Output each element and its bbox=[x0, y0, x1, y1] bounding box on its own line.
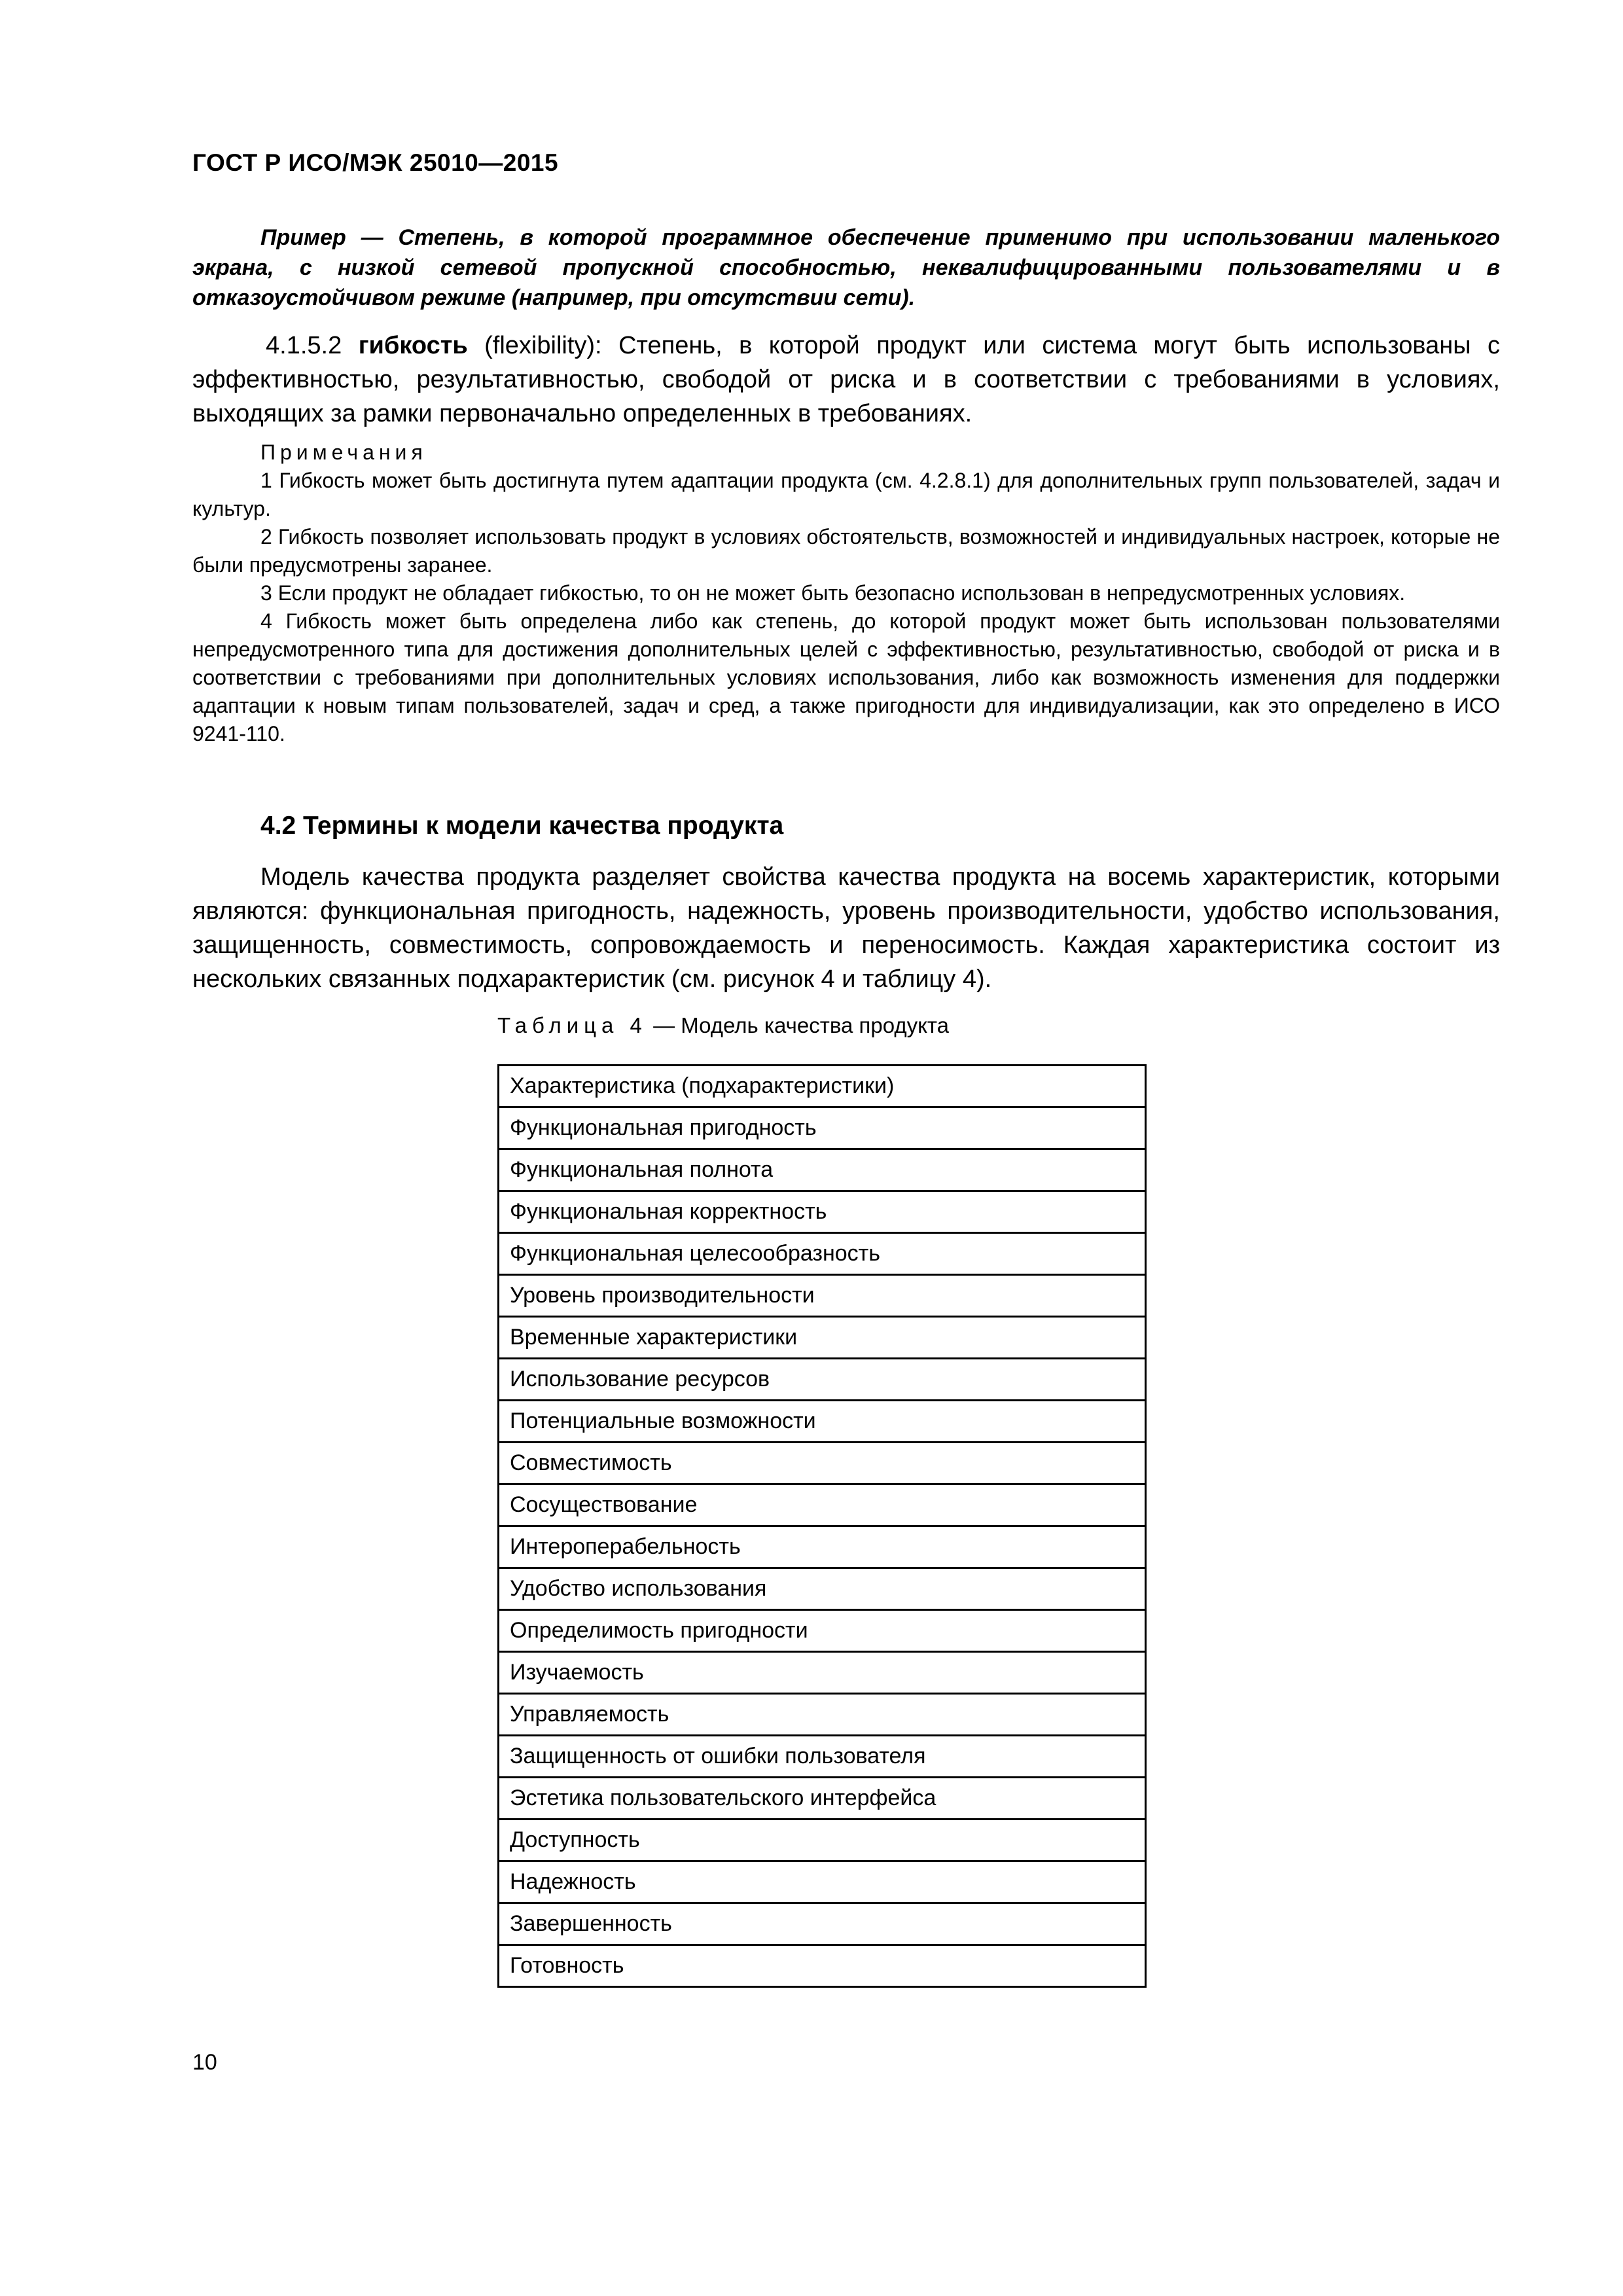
note-item: 4 Гибкость может быть определена либо как степень, до которой продукт может быть использован пользователями непредусмотренного типа для достижения дополнительных целей с эффективностью, результативностью, свободой от риска и в соответствии с требованиями при дополнительных условиях использования, либо как возможность изменения для поддержки адаптации к новым типам пользователей, задач и сред, а также пригодности для индивидуализации, как это определено в ИСО 9241-110. bbox=[192, 609, 1500, 745]
table-row bbox=[499, 1903, 1146, 1945]
table-cell: Временные характеристики bbox=[499, 1317, 1146, 1359]
table-row bbox=[499, 1694, 1146, 1736]
table-cell: Функциональная полнота bbox=[499, 1149, 1146, 1191]
table-row bbox=[499, 1359, 1146, 1401]
term-definition bbox=[192, 329, 1500, 431]
document-header: ГОСТ Р ИСО/МЭК 25010—2015 bbox=[192, 149, 559, 176]
table-row bbox=[499, 1945, 1146, 1987]
table-row bbox=[499, 1736, 1146, 1778]
page-number: 10 bbox=[192, 2050, 217, 2075]
term-definition-text: (flexibility): Степень, в которой продукт или система могут быть использованы с эффективностью, результативностью, свободой от риска и в соответствии с требованиями в условиях, выходящих за рамки первоначально определенных в требованиях. bbox=[192, 332, 1501, 427]
notes-block bbox=[192, 439, 1500, 748]
table-cell: Завершенность bbox=[499, 1903, 1146, 1945]
table-cell: Функциональная корректность bbox=[499, 1191, 1146, 1233]
table-row bbox=[499, 1778, 1146, 1820]
table-cell: Надежность bbox=[499, 1861, 1146, 1903]
table-row bbox=[499, 1191, 1146, 1233]
table-cell: Использование ресурсов bbox=[499, 1359, 1146, 1401]
table-cell: Удобство использования bbox=[499, 1568, 1146, 1610]
table-row bbox=[499, 1652, 1146, 1694]
table-row bbox=[499, 1568, 1146, 1610]
table-cell: Готовность bbox=[499, 1945, 1146, 1987]
table-cell: Эстетика пользовательского интерфейса bbox=[499, 1778, 1146, 1820]
table-cell: Совместимость bbox=[499, 1443, 1146, 1484]
table-row bbox=[499, 1233, 1146, 1275]
term-number: 4.1.5.2 bbox=[266, 332, 342, 359]
table-cell: Функциональная целесообразность bbox=[499, 1233, 1146, 1275]
table-row bbox=[499, 1526, 1146, 1568]
table-row bbox=[499, 1610, 1146, 1652]
note-item: 2 Гибкость позволяет использовать продукт в условиях обстоятельств, возможностей и индивидуальных настроек, которые не были предусмотрены заранее. bbox=[192, 525, 1500, 577]
table-cell: Потенциальные возможности bbox=[499, 1401, 1146, 1443]
table-header-cell: Характеристика (подхарактеристики) bbox=[499, 1066, 1146, 1107]
quality-model-table bbox=[497, 1064, 1147, 1988]
table-row bbox=[499, 1149, 1146, 1191]
table-row bbox=[499, 1484, 1146, 1526]
table-cell: Функциональная пригодность bbox=[499, 1107, 1146, 1149]
table-cell: Управляемость bbox=[499, 1694, 1146, 1736]
table-row bbox=[499, 1401, 1146, 1443]
note-item: 1 Гибкость может быть достигнута путем адаптации продукта (см. 4.2.8.1) для дополнительных групп пользователей, задач и культур. bbox=[192, 469, 1500, 520]
table-row bbox=[499, 1861, 1146, 1903]
note-item: 3 Если продукт не обладает гибкостью, то он не может быть безопасно использован в непредусмотренных условиях. bbox=[260, 581, 1406, 605]
table-row bbox=[499, 1317, 1146, 1359]
table-row bbox=[499, 1443, 1146, 1484]
table-row bbox=[499, 1820, 1146, 1861]
table-caption-text: — Модель качества продукта bbox=[647, 1013, 950, 1037]
table-cell: Изучаемость bbox=[499, 1652, 1146, 1694]
example-paragraph: Пример — Степень, в которой программное обеспечение применимо при использовании маленького экрана, с низкой сетевой пропускной способностью, неквалифицированными пользователями и в отказоустойчивом режиме (например, при отсутствии сети). bbox=[192, 225, 1500, 310]
table-cell: Защищенность от ошибки пользователя bbox=[499, 1736, 1146, 1778]
table-caption bbox=[497, 1013, 949, 1038]
table-cell: Интероперабельность bbox=[499, 1526, 1146, 1568]
table-cell: Сосуществование bbox=[499, 1484, 1146, 1526]
notes-title: Примечания bbox=[260, 440, 427, 464]
table-caption-label: Таблица 4 bbox=[497, 1013, 647, 1037]
section-paragraph: Модель качества продукта разделяет свойства качества продукта на восемь характеристик, которыми являются: функциональная пригодность, надежность, уровень производительности, удобство использования, защищенность, совместимость, сопровождаемость и переносимость. Каждая характеристика состоит из нескольких связанных подхарактеристик (см. рисунок 4 и таблицу 4). bbox=[192, 863, 1500, 993]
term-name: гибкость bbox=[358, 332, 468, 359]
table-row bbox=[499, 1275, 1146, 1317]
section-title: 4.2 Термины к модели качества продукта bbox=[260, 812, 784, 840]
table-row bbox=[499, 1066, 1146, 1107]
table-cell: Доступность bbox=[499, 1820, 1146, 1861]
table-row bbox=[499, 1107, 1146, 1149]
table-cell: Определимость пригодности bbox=[499, 1610, 1146, 1652]
table-cell: Уровень производительности bbox=[499, 1275, 1146, 1317]
